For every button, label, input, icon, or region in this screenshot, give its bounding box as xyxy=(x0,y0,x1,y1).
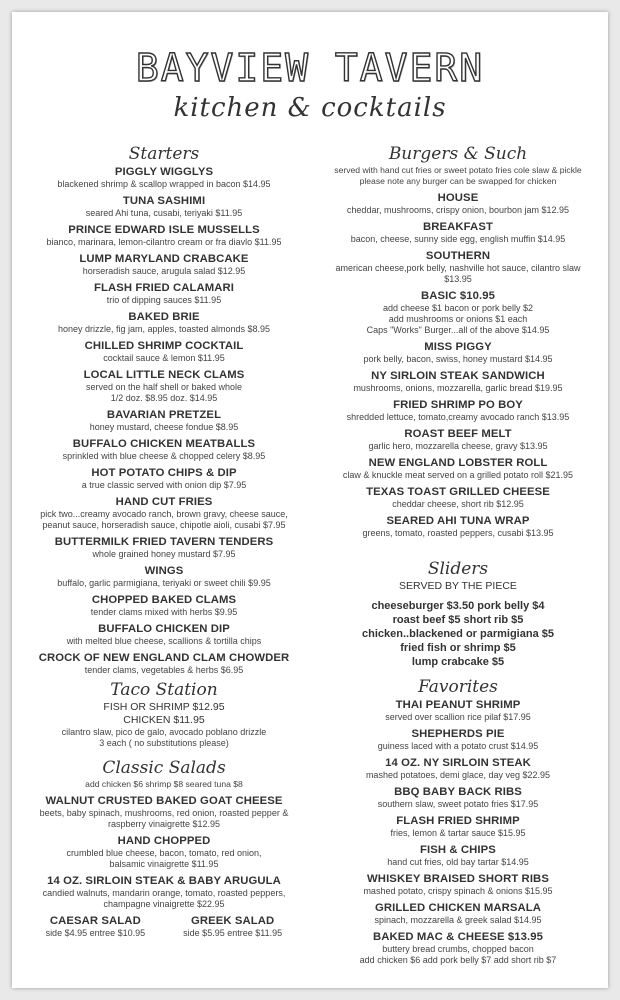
section-title-sliders: Sliders xyxy=(427,559,489,579)
menu-item-caesar xyxy=(32,914,159,939)
item-name: LOCAL LITTLE NECK CLAMS xyxy=(83,369,245,381)
item-name: HAND CUT FRIES xyxy=(115,496,213,508)
item-desc: honey drizzle, fig jam, apples, toasted almonds $8.95 xyxy=(57,324,271,334)
item-name: FISH & CHIPS xyxy=(420,844,496,856)
item-desc: mushrooms, onions, mozzarella, garlic bread $19.95 xyxy=(353,383,563,393)
item-desc: garlic hero, mozzarella cheese, gravy $13.95 xyxy=(368,441,548,451)
menu-item xyxy=(318,191,598,216)
item-desc: side $4.95 entree $10.95 xyxy=(45,928,146,938)
item-desc: cocktail sauce & lemon $11.95 xyxy=(103,353,225,363)
item-name: HOT POTATO CHIPS & DIP xyxy=(91,467,237,479)
menu-item xyxy=(318,369,598,394)
menu-item xyxy=(318,340,598,365)
item-name: CROCK OF NEW ENGLAND CLAM CHOWDER xyxy=(38,652,290,664)
item-name: SOUTHERN xyxy=(425,250,491,262)
menu-item xyxy=(318,901,598,926)
item-desc: horseradish sauce, arugula salad $12.95 xyxy=(82,266,246,276)
item-name: WINGS xyxy=(144,565,184,577)
item-desc-2: add mushrooms or onions $1 each xyxy=(388,314,528,324)
item-desc-2: $13.95 xyxy=(444,274,472,284)
restaurant-title: BAYVIEW TAVERN xyxy=(135,46,485,90)
menu-item xyxy=(318,485,598,510)
item-name: BAVARIAN PRETZEL xyxy=(106,409,222,421)
menu-item xyxy=(318,220,598,245)
item-name: CHILLED SHRIMP COCKTAIL xyxy=(84,340,244,352)
slider-line: lump crabcake $5 xyxy=(411,656,505,668)
menu-item xyxy=(318,727,598,752)
item-desc-3: Caps "Works" Burger...all of the above $14.95 xyxy=(366,325,550,335)
item-name: BREAKFAST xyxy=(423,221,493,233)
menu-item xyxy=(318,427,598,452)
menu-item xyxy=(32,408,296,433)
item-name: BAKED BRIE xyxy=(128,311,200,323)
item-desc: with melted blue cheese, scallions & tortilla chips xyxy=(66,636,262,646)
restaurant-subtitle: kitchen & cocktails xyxy=(173,93,447,123)
item-name: 14 OZ. SIRLOIN STEAK & BABY ARUGULA xyxy=(47,875,281,887)
menu-item xyxy=(32,874,296,910)
item-name: FLASH FRIED CALAMARI xyxy=(93,282,235,294)
menu-item-mac xyxy=(318,930,598,966)
menu-sheet xyxy=(12,12,608,988)
menu-item xyxy=(32,466,296,491)
menu-item xyxy=(32,564,296,589)
taco-desc-2: 3 each ( no substitutions please) xyxy=(99,738,229,748)
section-title-taco: Taco Station xyxy=(110,680,218,700)
item-desc: cheddar, mushrooms, crispy onion, bourbon jam $12.95 xyxy=(346,205,570,215)
item-name: FLASH FRIED SHRIMP xyxy=(396,815,520,827)
menu-item xyxy=(318,456,598,481)
item-desc: side $5.95 entree $11.95 xyxy=(183,928,283,938)
item-desc: crumbled blue cheese, bacon, tomato, red onion, xyxy=(66,848,262,858)
item-desc: a true classic served with onion dip $7.95 xyxy=(81,480,247,490)
menu-item xyxy=(32,593,296,618)
menu-item xyxy=(318,756,598,781)
item-desc: whole grained honey mustard $7.95 xyxy=(92,549,236,559)
item-name: BAKED MAC & CHEESE $13.95 xyxy=(372,931,544,943)
item-name: HAND CHOPPED xyxy=(117,835,211,847)
item-desc: seared Ahi tuna, cusabi, teriyaki $11.95 xyxy=(85,208,243,218)
item-desc: trio of dipping sauces $11.95 xyxy=(106,295,222,305)
item-desc: served on the half shell or baked whole xyxy=(85,382,243,392)
item-desc: served over scallion rice pilaf $17.95 xyxy=(385,712,531,722)
item-name: GREEK SALAD xyxy=(190,915,275,927)
item-name: MISS PIGGY xyxy=(424,341,492,353)
burgers-note: served with hand cut fries or sweet potato fries cole slaw & pickle xyxy=(334,165,582,175)
item-desc: blackened shrimp & scallop wrapped in bacon $14.95 xyxy=(57,179,271,189)
item-name: 14 OZ. NY SIRLOIN STEAK xyxy=(385,757,531,769)
item-desc: cheddar cheese, short rib $12.95 xyxy=(392,499,524,509)
menu-item xyxy=(32,368,296,404)
menu-item xyxy=(318,698,598,723)
item-name: SHEPHERDS PIE xyxy=(411,728,505,740)
item-name: ROAST BEEF MELT xyxy=(404,428,512,440)
item-desc: pork belly, bacon, swiss, honey mustard $14.95 xyxy=(363,354,553,364)
item-desc: bacon, cheese, sunny side egg, english muffin $14.95 xyxy=(350,234,566,244)
menu-header xyxy=(12,46,608,124)
menu-item xyxy=(32,223,296,248)
item-desc: tender clams mixed with herbs $9.95 xyxy=(90,607,238,617)
item-name: WALNUT CRUSTED BAKED GOAT CHEESE xyxy=(45,795,283,807)
salads-addons: add chicken $6 shrimp $8 seared tuna $8 xyxy=(85,779,243,789)
slider-line: roast beef $5 short rib $5 xyxy=(392,614,524,626)
menu-item xyxy=(32,165,296,190)
item-desc: guiness laced with a potato crust $14.95 xyxy=(377,741,539,751)
menu-item xyxy=(318,814,598,839)
item-name: TEXAS TOAST GRILLED CHEESE xyxy=(366,486,550,498)
item-desc: beets, baby spinach, mushrooms, red onion, roasted pepper & xyxy=(39,808,289,818)
item-name: PIGGLY WIGGLYS xyxy=(114,166,214,178)
item-desc: fries, lemon & tartar sauce $15.95 xyxy=(390,828,526,838)
menu-item xyxy=(32,495,296,531)
menu-item xyxy=(32,194,296,219)
taco-desc: cilantro slaw, pico de galo, avocado poblano drizzle xyxy=(61,727,267,737)
menu-item xyxy=(32,794,296,830)
item-desc-2: balsamic vinaigrette $11.95 xyxy=(109,859,219,869)
item-desc: add cheese $1 bacon or pork belly $2 xyxy=(382,303,534,313)
item-name: CAESAR SALAD xyxy=(49,915,141,927)
item-desc: sprinkled with blue cheese & chopped celery $8.95 xyxy=(62,451,266,461)
item-name: LUMP MARYLAND CRABCAKE xyxy=(79,253,249,265)
item-name: WHISKEY BRAISED SHORT RIBS xyxy=(367,873,549,885)
side-salads-row xyxy=(32,914,296,943)
menu-item xyxy=(32,622,296,647)
taco-station-block xyxy=(32,701,296,749)
item-name: BUTTERMILK FRIED TAVERN TENDERS xyxy=(54,536,274,548)
item-desc: mashed potato, crispy spinach & onions $15.95 xyxy=(363,886,553,896)
menu-item xyxy=(32,281,296,306)
menu-item xyxy=(32,339,296,364)
menu-item xyxy=(318,398,598,423)
slider-line: cheeseburger $3.50 pork belly $4 xyxy=(371,600,545,612)
item-desc: hand cut fries, old bay tartar $14.95 xyxy=(387,857,529,867)
item-desc-2: 1/2 doz. $8.95 doz. $14.95 xyxy=(110,393,218,403)
section-title-salads: Classic Salads xyxy=(102,758,226,778)
taco-price-chicken: CHICKEN $11.95 xyxy=(123,714,205,726)
menu-item-basic xyxy=(318,289,598,336)
item-desc: claw & knuckle meat served on a grilled potato roll $21.95 xyxy=(342,470,574,480)
sliders-subtitle: SERVED BY THE PIECE xyxy=(399,580,517,592)
item-name: BBQ BABY BACK RIBS xyxy=(394,786,522,798)
item-name: BASIC $10.95 xyxy=(420,290,496,302)
item-name: BUFFALO CHICKEN MEATBALLS xyxy=(72,438,256,450)
item-desc-2: peanut sauce, horseradish sauce, chipotle aioli, cusabi $7.95 xyxy=(42,520,286,530)
item-desc: candied walnuts, mandarin orange, tomato, roasted peppers, xyxy=(42,888,286,898)
item-desc: honey mustard, cheese fondue $8.95 xyxy=(89,422,239,432)
burgers-note-2: please note any burger can be swapped for chicken xyxy=(359,176,557,186)
item-desc: shredded lettuce, tomato,creamy avocado ranch $13.95 xyxy=(346,412,570,422)
item-desc: american cheese,pork belly, nashville hot sauce, cilantro slaw xyxy=(335,263,581,273)
right-column xyxy=(318,144,598,970)
item-desc: buffalo, garlic parmigiana, teriyaki or sweet chili $9.95 xyxy=(57,578,271,588)
item-desc: bianco, marinara, lemon-cilantro cream or fra diavlo $11.95 xyxy=(46,237,282,247)
item-desc-2: raspberry vinaigrette $12.95 xyxy=(107,819,221,829)
item-name: CHOPPED BAKED CLAMS xyxy=(91,594,237,606)
menu-item xyxy=(318,514,598,539)
item-desc: buttery bread crumbs, chopped bacon xyxy=(382,944,534,954)
menu-item xyxy=(32,310,296,335)
section-title-starters: Starters xyxy=(128,144,200,164)
item-name: HOUSE xyxy=(437,192,479,204)
menu-item xyxy=(318,249,598,285)
menu-item xyxy=(32,252,296,277)
item-name: FRIED SHRIMP PO BOY xyxy=(393,399,523,411)
item-name: BUFFALO CHICKEN DIP xyxy=(98,623,230,635)
menu-item xyxy=(32,535,296,560)
item-name: NY SIRLOIN STEAK SANDWICH xyxy=(371,370,545,382)
menu-item xyxy=(318,872,598,897)
item-name: NEW ENGLAND LOBSTER ROLL xyxy=(368,457,548,469)
menu-item-greek xyxy=(169,914,296,939)
item-name: THAI PEANUT SHRIMP xyxy=(395,699,521,711)
menu-item xyxy=(32,437,296,462)
item-name: GRILLED CHICKEN MARSALA xyxy=(374,902,542,914)
item-desc: spinach, mozzarella & greek salad $14.95 xyxy=(374,915,542,925)
item-name: PRINCE EDWARD ISLE MUSSELLS xyxy=(68,224,260,236)
item-desc: mashed potatoes, demi glace, day veg $22.95 xyxy=(365,770,551,780)
section-title-favorites: Favorites xyxy=(418,677,498,697)
taco-price-fish: FISH OR SHRIMP $12.95 xyxy=(103,701,225,713)
item-desc: greens, tomato, roasted peppers, cusabi $13.95 xyxy=(362,528,554,538)
menu-item xyxy=(318,785,598,810)
menu-item xyxy=(32,651,296,676)
section-title-burgers: Burgers & Such xyxy=(388,144,528,164)
item-desc-2: add chicken $6 add pork belly $7 add short rib $7 xyxy=(359,955,557,965)
item-name: TUNA SASHIMI xyxy=(122,195,206,207)
slider-line: chicken..blackened or parmigiana $5 xyxy=(362,628,554,640)
slider-line: fried fish or shrimp $5 xyxy=(400,642,516,654)
menu-item xyxy=(318,843,598,868)
menu-item xyxy=(32,834,296,870)
item-name: SEARED AHI TUNA WRAP xyxy=(386,515,530,527)
left-column xyxy=(32,144,296,943)
item-desc: pick two...creamy avocado ranch, brown gravy, cheese sauce, xyxy=(40,509,288,519)
item-desc-2: champagne vinaigrette $22.95 xyxy=(103,899,225,909)
item-desc: tender clams, vegetables & herbs $6.95 xyxy=(84,665,244,675)
item-desc: southern slaw, sweet potato fries $17.95 xyxy=(377,799,539,809)
